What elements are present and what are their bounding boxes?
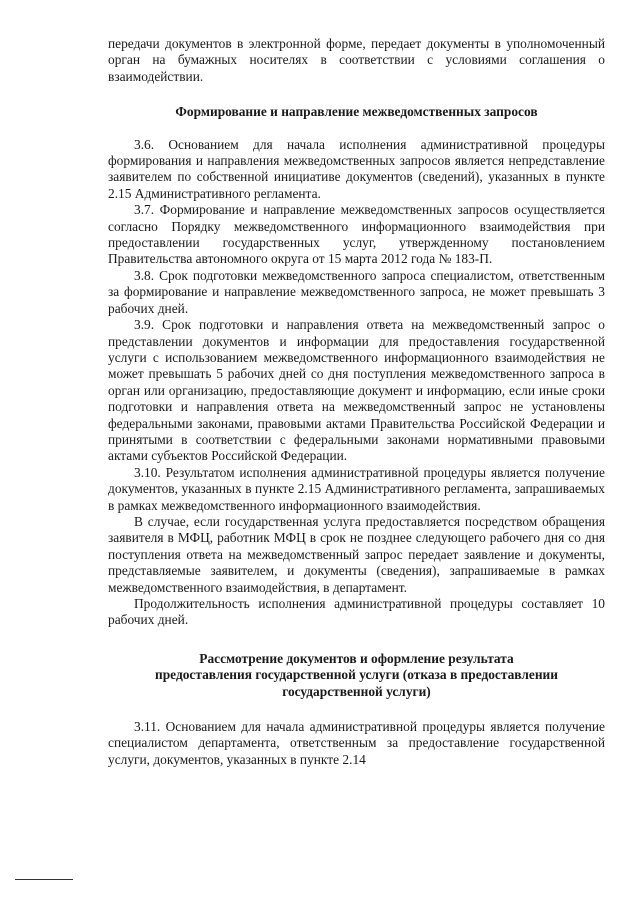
section-heading-review-line-2: предоставления государственной услуги (отказа в предоставлении <box>155 667 558 683</box>
section-heading-interagency-requests: Формирование и направление межведомственных запросов <box>175 104 538 120</box>
paragraph-3-10: 3.10. Результатом исполнения административной процедуры является получение документов, указанных в пункте 2.15 Административного регламента, запрашиваемых в рамках межведомственного информационного взаимодействия. <box>108 464 605 513</box>
paragraph-3-7: 3.7. Формирование и направление межведомственных запросов осуществляется согласно Порядку межведомственного информационного взаимодействия при предоставлении государственных услуг, утвержденному постановлением Правительства автономного округа от 15 марта 2012 года № 183-П. <box>108 202 605 267</box>
paragraph-duration: Продолжительность исполнения административной процедуры составляет 10 рабочих дней. <box>108 596 605 628</box>
paragraph-3-6: 3.6. Основанием для начала исполнения административной процедуры формирования и направления межведомственных запросов является непредставление заявителем по собственной инициативе документов (сведений), указанных в пункте 2.15 Административного регламента. <box>108 136 605 201</box>
section-heading-review-line-3: государственной услуги) <box>282 683 431 699</box>
intro-paragraph: передачи документов в электронной форме, передает документы в уполномоченный орган на бумажных носителях в соответствии с условиями соглашения о взаимодействии. <box>108 36 605 84</box>
section-heading-review-line-1: Рассмотрение документов и оформление результата <box>199 650 514 666</box>
paragraph-3-9: 3.9. Срок подготовки и направления ответа на межведомственный запрос о представлении документов и информации для предоставления государственной услуги с использованием межведомственного информационного взаимодействия не может превышать 5 рабочих дней со дня поступления межведомственного запроса в орган или организацию, предоставляющие документ и информацию, если иные сроки подготовки и направления ответа на межведомственный запрос не установлены федеральными законами, правовыми актами Правительства Российской Федерации и принятыми в соответствии с федеральными законами нормативными правовыми актами субъектов Российской Федерации. <box>108 317 605 464</box>
document-page <box>108 36 605 768</box>
paragraph-3-8: 3.8. Срок подготовки межведомственного запроса специалистом, ответственным за формирование и направление межведомственного запроса, не может превышать 3 рабочих дней. <box>108 267 605 316</box>
paragraph-3-11: 3.11. Основанием для начала административной процедуры является получение специалистом департамента, ответственным за предоставление государственной услуги, документов, указанных в пункте 2.14 <box>108 719 605 767</box>
paragraph-mfc: В случае, если государственная услуга предоставляется посредством обращения заявителя в МФЦ, работник МФЦ в срок не позднее следующего рабочего дня со дня поступления ответа на межведомственный запрос передает заявление и документы, представляемые заявителем, и документы (сведения), запрашиваемые в рамках межведомственного взаимодействия, в департамент. <box>108 513 605 595</box>
footnote-divider <box>15 879 73 880</box>
